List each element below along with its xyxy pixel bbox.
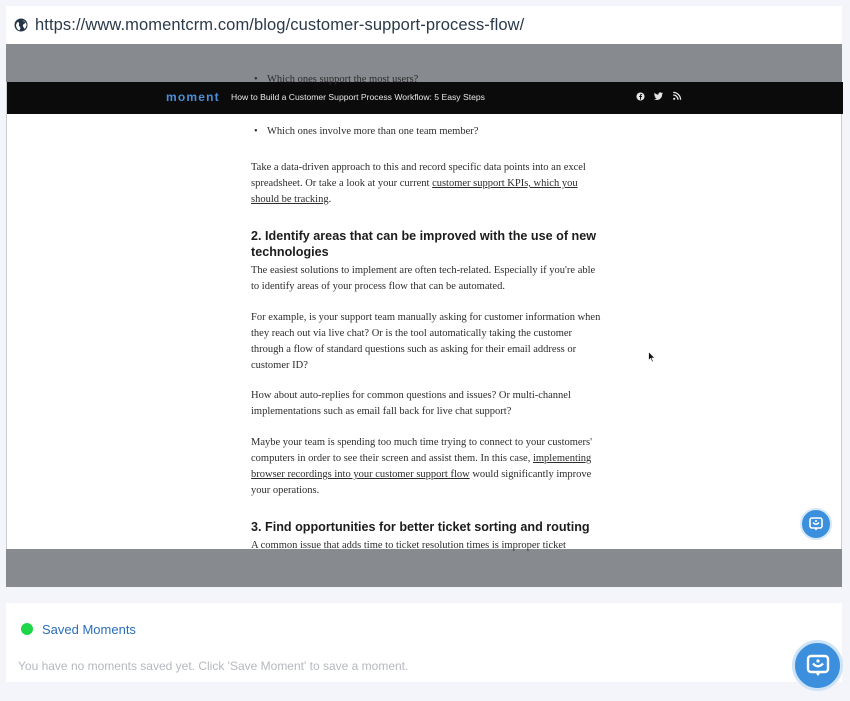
chat-widget-button[interactable] <box>800 508 832 540</box>
chat-icon <box>805 653 831 679</box>
paragraph: How about auto-replies for common questions and issues? Or multi-channel implementations such as email fall back for live chat support? <box>251 390 571 417</box>
paragraph: The easiest solutions to implement are often tech-related. Especially if you're able to identify areas of your process flow that can be automated. <box>251 265 596 292</box>
mouse-cursor-icon <box>648 350 656 362</box>
status-dot <box>21 623 33 635</box>
paragraph: For example, is your support team manually asking for customer information when they reach out via live chat? Or is the tool automatically taking the customer through a flow of standard questions such as asking for their email address or customer ID? <box>251 312 601 371</box>
saved-moments-title[interactable]: Saved Moments <box>42 622 136 637</box>
saved-moments-panel <box>6 603 842 682</box>
facebook-icon[interactable] <box>635 92 645 102</box>
site-logo[interactable]: moment <box>166 90 220 104</box>
twitter-icon[interactable] <box>653 92 663 102</box>
nav-article-title: How to Build a Customer Support Process Workflow: 5 Easy Steps <box>231 92 485 102</box>
chat-icon <box>808 516 824 532</box>
kpi-link[interactable]: customer support KPIs, which you should be tracking <box>251 178 578 205</box>
recording-viewer <box>6 44 842 587</box>
chat-launcher-button[interactable] <box>792 640 843 691</box>
empty-state-text: You have no moments saved yet. Click 'Save Moment' to save a moment. <box>18 659 409 673</box>
paragraph: Take a data-driven approach to this and record specific data points into an excel spreadsheet. Or take a look at your current customer support KPIs, which you should be tracking. <box>251 162 586 205</box>
list-item: • Which ones involve more than one team member? <box>251 124 601 140</box>
browser-recordings-link[interactable]: implementing browser recordings into your customer support flow <box>251 453 592 480</box>
section-heading: 2. Identify areas that can be improved with the use of new technologies <box>251 229 597 259</box>
paragraph: A common issue that adds time to ticket resolution times is improper ticket <box>251 540 566 551</box>
website-frame <box>6 74 842 551</box>
rss-icon[interactable] <box>672 92 682 102</box>
globe-icon <box>14 18 28 32</box>
url-bar[interactable] <box>6 6 842 44</box>
paragraph: Maybe your team is spending too much time trying to connect to your customers' computers in order to see their screen and assist them. In this case, implementing browser recordings into your customer support flow would significantly improve your operations. <box>251 437 593 496</box>
list-item: • Which ones support the most users? <box>251 72 601 88</box>
url-text[interactable]: https://www.momentcrm.com/blog/customer-support-process-flow/ <box>35 15 525 34</box>
section-heading: 3. Find opportunities for better ticket sorting and routing <box>251 520 590 534</box>
